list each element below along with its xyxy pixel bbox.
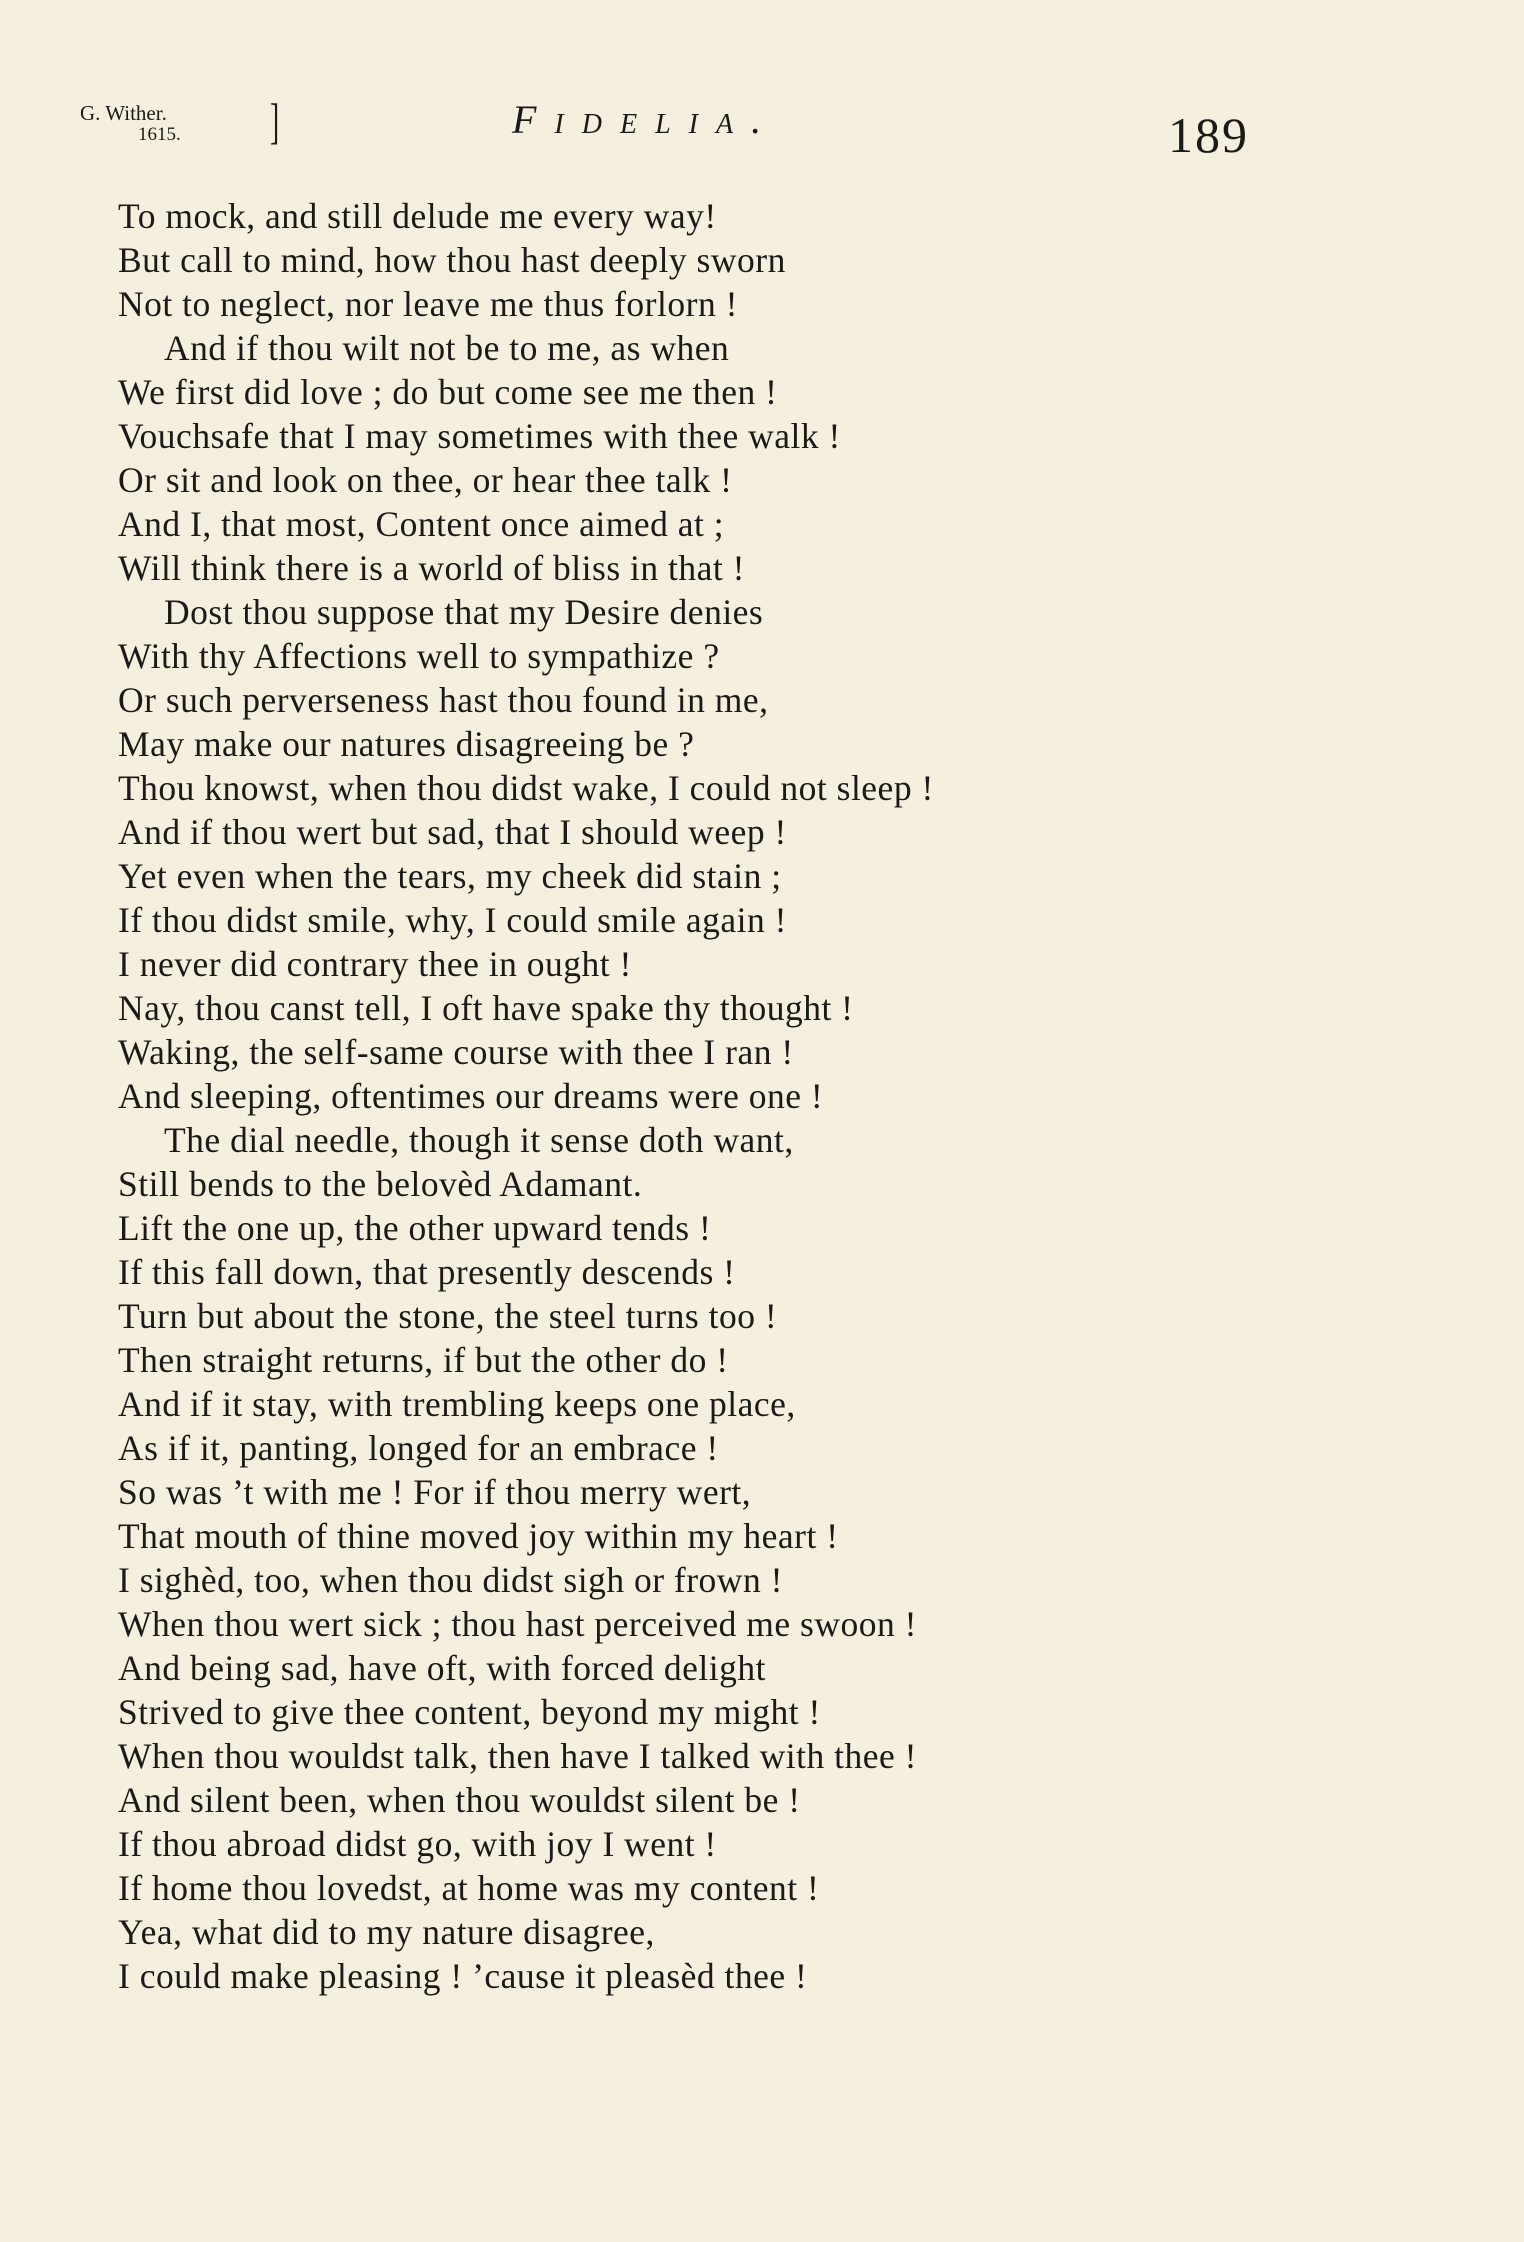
poem-line: Dost thou suppose that my Desire denies: [164, 592, 764, 632]
running-head: [0, 93, 1524, 163]
poem-line: To mock, and still delude me every way!: [118, 196, 717, 236]
poem-line: Not to neglect, nor leave me thus forlorn !: [118, 284, 738, 324]
page-title: Fidelia.: [512, 97, 780, 142]
poem-line: Still bends to the belovèd Adamant.: [118, 1164, 643, 1204]
poem-line: If thou abroad didst go, with joy I went !: [118, 1824, 717, 1864]
poem-line: As if it, panting, longed for an embrace !: [118, 1428, 719, 1468]
poem-line: If home thou lovedst, at home was my content !: [118, 1868, 820, 1908]
poem-line: And if thou wert but sad, that I should weep !: [118, 812, 787, 852]
poem-line: If this fall down, that presently descends !: [118, 1252, 736, 1292]
poem-line: Thou knowst, when thou didst wake, I could not sleep !: [118, 768, 934, 808]
poem-line: Turn but about the stone, the steel turns too !: [118, 1296, 778, 1336]
poem-line: We first did love ; do but come see me then !: [118, 372, 778, 412]
poem-line: The dial needle, though it sense doth want,: [164, 1120, 794, 1160]
poem-line: Or such perverseness hast thou found in me,: [118, 680, 769, 720]
author-name: G. Wither.: [80, 101, 167, 125]
poem-line: With thy Affections well to sympathize ?: [118, 636, 720, 676]
poem-line: And if thou wilt not be to me, as when: [164, 328, 730, 368]
poem-line: And being sad, have oft, with forced delight: [118, 1648, 767, 1688]
poem-line: And I, that most, Content once aimed at ;: [118, 504, 725, 544]
poem-line: Or sit and look on thee, or hear thee talk !: [118, 460, 733, 500]
poem-line: Lift the one up, the other upward tends !: [118, 1208, 712, 1248]
poem-line: Yea, what did to my nature disagree,: [118, 1912, 655, 1952]
poem-line: When thou wert sick ; thou hast perceived me swoon !: [118, 1604, 917, 1644]
poem-line: Waking, the self-same course with thee I ran !: [118, 1032, 794, 1072]
page-number: 189: [1168, 107, 1249, 163]
publication-year: 1615.: [138, 124, 181, 145]
poem-line: May make our natures disagreeing be ?: [118, 724, 695, 764]
poem-line: If thou didst smile, why, I could smile again !: [118, 900, 787, 940]
poem-line: Vouchsafe that I may sometimes with thee walk !: [118, 416, 841, 456]
poem-line: Then straight returns, if but the other do !: [118, 1340, 729, 1380]
poem-line: I never did contrary thee in ought !: [118, 944, 632, 984]
poem-line: I could make pleasing ! ’cause it pleasèd thee !: [118, 1956, 808, 1996]
bracket-mark: ]: [270, 93, 280, 149]
poem-line: And sleeping, oftentimes our dreams were one !: [118, 1076, 824, 1116]
poem-line: Will think there is a world of bliss in that !: [118, 548, 745, 588]
poem-line: When thou wouldst talk, then have I talked with thee !: [118, 1736, 917, 1776]
poem-line: Yet even when the tears, my cheek did stain ;: [118, 856, 782, 896]
poem-text: [118, 194, 1438, 1998]
poem-line: But call to mind, how thou hast deeply sworn: [118, 240, 786, 280]
poem-line: Nay, thou canst tell, I oft have spake thy thought !: [118, 988, 854, 1028]
author-side-note: [80, 93, 280, 149]
poem-line: I sighèd, too, when thou didst sigh or frown !: [118, 1560, 783, 1600]
poem-line: So was ’t with me ! For if thou merry wert,: [118, 1472, 752, 1512]
poem-line: And silent been, when thou wouldst silent be !: [118, 1780, 801, 1820]
poem-line: That mouth of thine moved joy within my heart !: [118, 1516, 839, 1556]
poem-line: And if it stay, with trembling keeps one place,: [118, 1384, 796, 1424]
poem-line: Strived to give thee content, beyond my might !: [118, 1692, 821, 1732]
